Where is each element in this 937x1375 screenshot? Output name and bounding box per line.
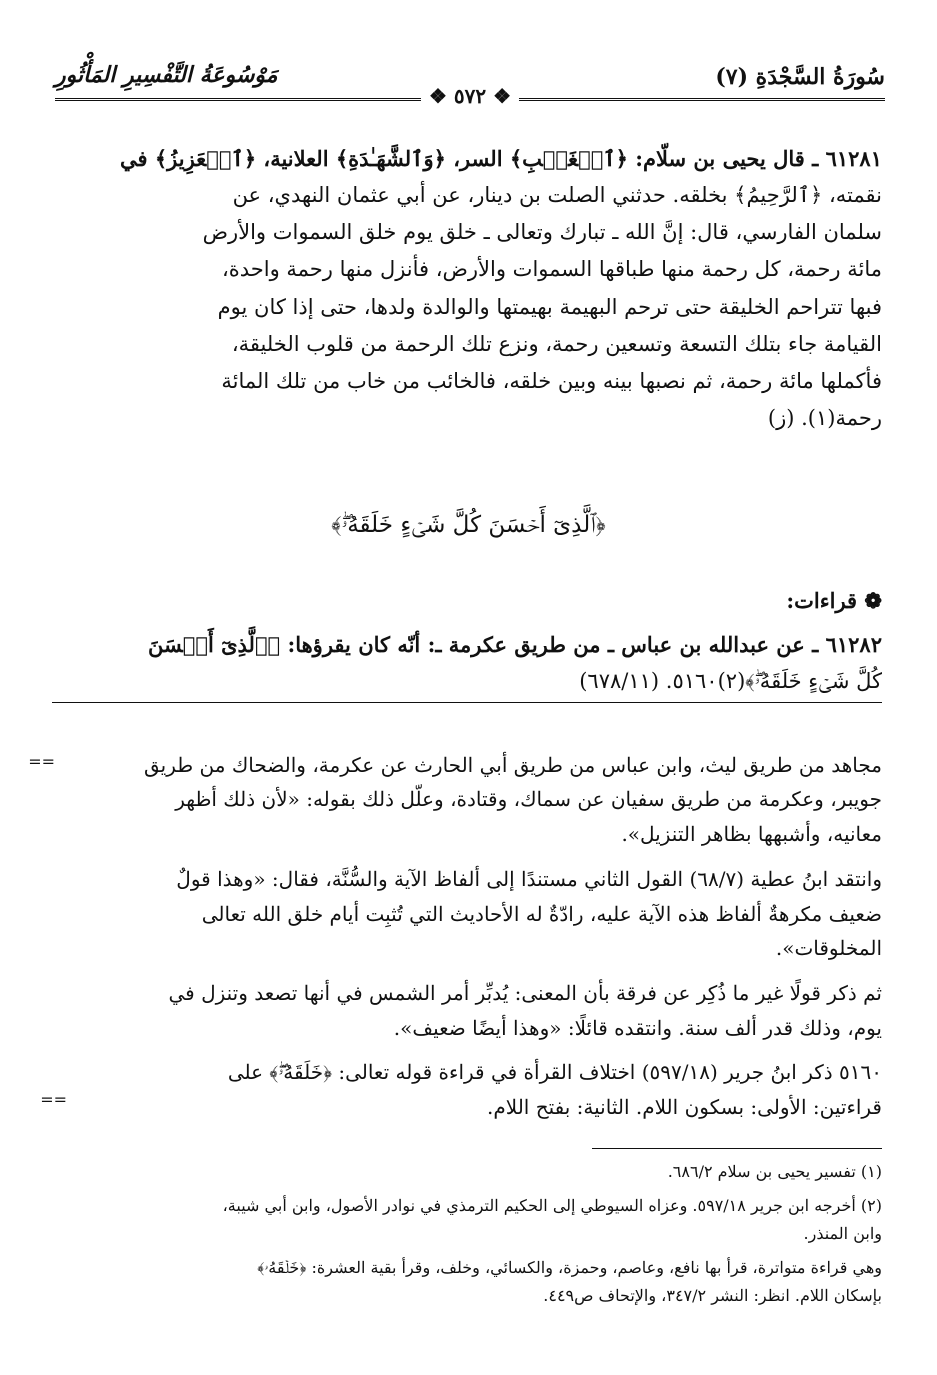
entry-line: مائة رحمة، كل رحمة منها طباقها السموات والأرض، فأنزل منها رحمة واحدة،	[221, 257, 882, 281]
entry-line: القيامة جاء بتلك التسعة وتسعين رحمة، ونزع تلك الرحمة من قلوب الخليقة،	[231, 332, 882, 356]
note-line: ٥١٦٠ ذكر ابنُ جرير (٥٩٧/١٨) اختلاف القرأة في قراءة قوله تعالى: ﴿خَلَقَهُۥۖ﴾ على	[227, 1060, 882, 1084]
note-line: يوم، وذلك قدر ألف سنة. وانتقده قائلًا: «وهذا أيضًا ضعيف».	[393, 1016, 882, 1040]
entry-line: ٦١٢٨١ ـ قال يحيى بن سلّام: ﴿ٱلۡغَيۡبِ﴾ السر، ﴿وَٱلشَّهَـٰدَةِ﴾ العلانية، ﴿ٱلۡعَزِيزُ﴾ في	[120, 146, 882, 171]
page-header	[55, 50, 885, 110]
note-line: ضعيف مكرهةٌ ألفاظ هذه الآية عليه، رادّةٌ له الأحاديث التي تُثبِت أيام خلق الله تعالى	[201, 902, 882, 926]
entry-line: سلمان الفارسي، قال: إنَّ الله ـ تبارك وتعالى ـ خلق يوم خلق السموات والأرض	[202, 220, 882, 244]
note-line: المخلوقات».	[775, 936, 882, 960]
note-line: معانيه، وأشبهها بظاهر التنزيل».	[621, 822, 882, 846]
entry-line: فبها تتراحم الخليقة حتى ترحم البهيمة بهيمتها والوالدة ولدها، حتى إذا كان يوم	[217, 295, 882, 319]
note-line: جويبر، وعكرمة من طريق سفيان عن سماك، وقتادة، وعلّل ذلك بقوله: «لأن ذلك أظهر	[175, 787, 882, 811]
footnote-line: (٢) أخرجه ابن جرير ٥٩٧/١٨. وعزاه السيوطي إلى الحكيم الترمذي في نوادر الأصول، وابن أبي شيبة،	[222, 1196, 882, 1215]
page-number: ❖ ٥٧٢ ❖	[421, 84, 519, 108]
footnote-line: (١) تفسير يحيى بن سلام ٦٨٦/٢.	[667, 1162, 882, 1181]
note-line: وانتقد ابنُ عطية (٦٨/٧) القول الثاني مستندًا إلى ألفاظ الآية والسُّنَّة، فقال: «وهذا قولٌ	[176, 867, 882, 891]
qiraat-heading: ❁ قراءات:	[786, 588, 882, 613]
entry-line: كُلَّ شَىۡءٍ خَلَقَهُۥۖ﴾(٢)٥١٦٠. (٦٧٨/١١)	[579, 669, 882, 693]
book-title: مَوْسُوعَةُ التَّفْسِيرِ المَأْثُورِ	[55, 62, 278, 88]
footnote-line: وابن المنذر.	[803, 1224, 882, 1243]
entry-line: ٦١٢٨٢ ـ عن عبدالله بن عباس ـ من طريق عكرمة ـ: أنّه كان يقرؤها: ﴿ٱلَّذِىٓ أَحۡسَنَ	[148, 632, 882, 657]
footnote-line: وهي قراءة متواترة، قرأ بها نافع، وعاصم، وحمزة، والكسائي، وخلف، وقرأ بقية العشرة: ﴿خَلۡقَهُۥ﴾	[257, 1258, 882, 1277]
page-number-text: ٥٧٢	[453, 84, 487, 108]
entry-line: نقمته، ﴿ٱلرَّحِيمُ﴾ بخلقه. حدثني الصلت بن دينار، عن أبي عثمان النهدي، عن	[232, 183, 882, 207]
continuation-marker: ==	[40, 1090, 67, 1109]
note-line: ثم ذكر قولًا غير ما ذُكِر عن فرقة بأن المعنى: يُدبِّر أمر الشمس في أنها تصعد وتنزل في	[168, 981, 882, 1005]
footnote-line: بإسكان اللام. انظر: النشر ٣٤٧/٢، والإتحاف ص٤٤٩.	[543, 1286, 882, 1305]
continuation-marker: ==	[28, 752, 55, 771]
entry-line: فأكملها مائة رحمة، ثم نصبها بينه وبين خلقه، فالخائب من خاب من تلك المائة	[221, 369, 882, 393]
notes-separator	[52, 702, 882, 703]
footnote-separator	[592, 1148, 882, 1149]
surah-title: سُورَةُ السَّجْدَةِ (٧)	[715, 64, 885, 90]
entry-line: رحمة(١). (ز)	[767, 406, 882, 430]
note-line: مجاهد من طريق ليث، وابن عباس من طريق أبي الحارث عن عكرمة، والضحاك من طريق	[143, 753, 882, 777]
note-line: قراءتين: الأولى: بسكون اللام. الثانية: بفتح اللام.	[487, 1095, 882, 1119]
verse-heading: ﴿ٱلَّذِىٓ أَحۡسَنَ كُلَّ شَىۡءٍ خَلَقَهُۥۖ﴾	[331, 512, 606, 538]
